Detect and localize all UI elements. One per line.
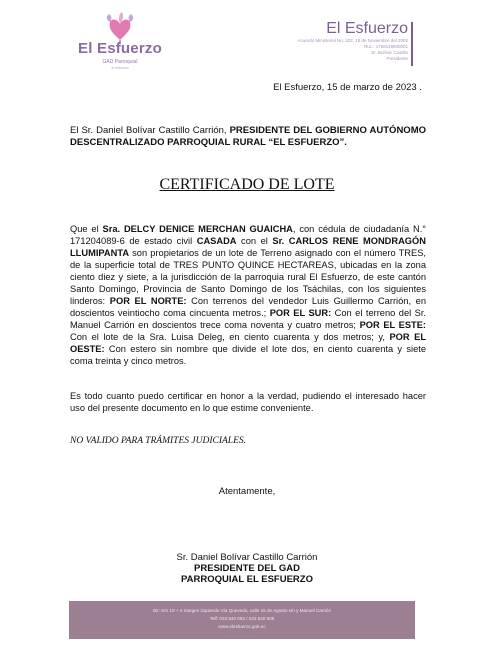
body-bold: POR EL OESTE: — [70, 332, 426, 354]
body-bold: Sr. CARLOS RENE MONDRAGÓN LLUMIPANTA — [70, 236, 426, 258]
logo-subtitle-2: el esfuerzo — [111, 66, 129, 70]
header-line: Acuerdo Ministerial No. 322, 15 de Noviembre del 2002 — [297, 38, 408, 43]
regards: Atentamente, — [218, 486, 276, 497]
body-text: con el — [236, 236, 273, 246]
body-bold: CASADA — [196, 236, 237, 246]
gad-logo — [70, 10, 170, 70]
body-bold: POR EL NORTE: — [109, 296, 187, 306]
footer-band — [69, 601, 415, 639]
body-text: , con cédula de ciudadanía N.° 171204089-6 de estado civil — [70, 224, 426, 246]
header-title: El Esfuerzo — [326, 20, 408, 37]
header-line: Sr. Bolívar Castillo — [371, 50, 408, 55]
header-line: Presidente — [386, 56, 408, 61]
body-bold: POR EL ESTE: — [359, 320, 427, 330]
footer-address: Dir: Km 19 + 4 margen izquierdo Vía Quevedo, calle 15 de Agosto s/n y Manuel Carrión — [152, 608, 332, 613]
header-line: Ruc.: 1768119800001 — [364, 44, 408, 49]
intro-prefix: El Sr. Daniel Bolívar Castillo Carrión, — [70, 125, 227, 136]
body-text: Que el — [70, 224, 103, 234]
logo-subtitle: GAD Parroquial — [102, 59, 138, 65]
signatory-title-2: PARROQUIAL EL ESFUERZO — [181, 574, 313, 585]
signatory-name: Sr. Daniel Bolívar Castillo Carrión — [176, 552, 318, 563]
not-valid-notice: NO VALIDO PARA TRÁMITES JUDICIALES. — [70, 436, 247, 446]
signature-block — [0, 552, 494, 585]
footer-phone: Telf: 023 840 053 / 023 840 506 — [209, 616, 275, 621]
logo-name: El Esfuerzo — [78, 40, 162, 57]
body-paragraph — [70, 223, 426, 367]
signatory-title-1: PRESIDENTE DEL GAD — [194, 563, 300, 574]
document-date: El Esfuerzo, 15 de marzo de 2023 . — [273, 82, 422, 93]
body-text: son propietarios de un lote de Terreno asignado con el número TRES, de la superficie total de TRES PUNTO QUINCE HECTAREAS, ubicadas en la zona ciento diez y siete, a la jurisdicción de la parroquia rural El Esfuerzo, de este cantón Santo Domingo, Provincia de Santo Domingo de los Tsáchilas, con los siguientes linderos: — [70, 248, 426, 306]
body-text: Con estero sin nombre que divide el lote dos, en ciento cuarenta y siete coma treinta y cinco metros. — [70, 344, 426, 366]
header-info — [228, 20, 408, 62]
body-bold: POR EL SUR: — [269, 308, 332, 318]
flower-logo-icon — [100, 10, 140, 44]
document-title: CERTIFICADO DE LOTE — [159, 176, 335, 193]
body-text: Con el terreno del Sr. Manuel Carrión en doscientos trece coma noventa y cuatro metros; — [70, 308, 427, 330]
body-text: Con terrenos del vendedor Luis Guillermo Carrión, en doscientos veintiocho coma cincuenta metros.; — [70, 296, 426, 318]
intro-paragraph — [70, 125, 426, 149]
closing-paragraph: Es todo cuanto puedo certificar en honor a la verdad, pudiendo el interesado hacer uso del presente documento en lo que estime conveniente. — [70, 391, 426, 413]
footer-website: www.elesfuerzo.gob.ec — [218, 624, 266, 629]
intro-bold: PRESIDENTE DEL GOBIERNO AUTÓNOMO DESCENTRALIZADO PARROQUIAL RURAL “EL ESFUERZO”. — [70, 125, 426, 148]
header-divider — [411, 22, 413, 66]
body-bold: Sra. DELCY DENICE MERCHAN GUAICHA — [102, 224, 293, 234]
body-text: Con el lote de la Sra. Luisa Deleg, en ciento cuarenta y dos metros; y, — [70, 332, 390, 342]
